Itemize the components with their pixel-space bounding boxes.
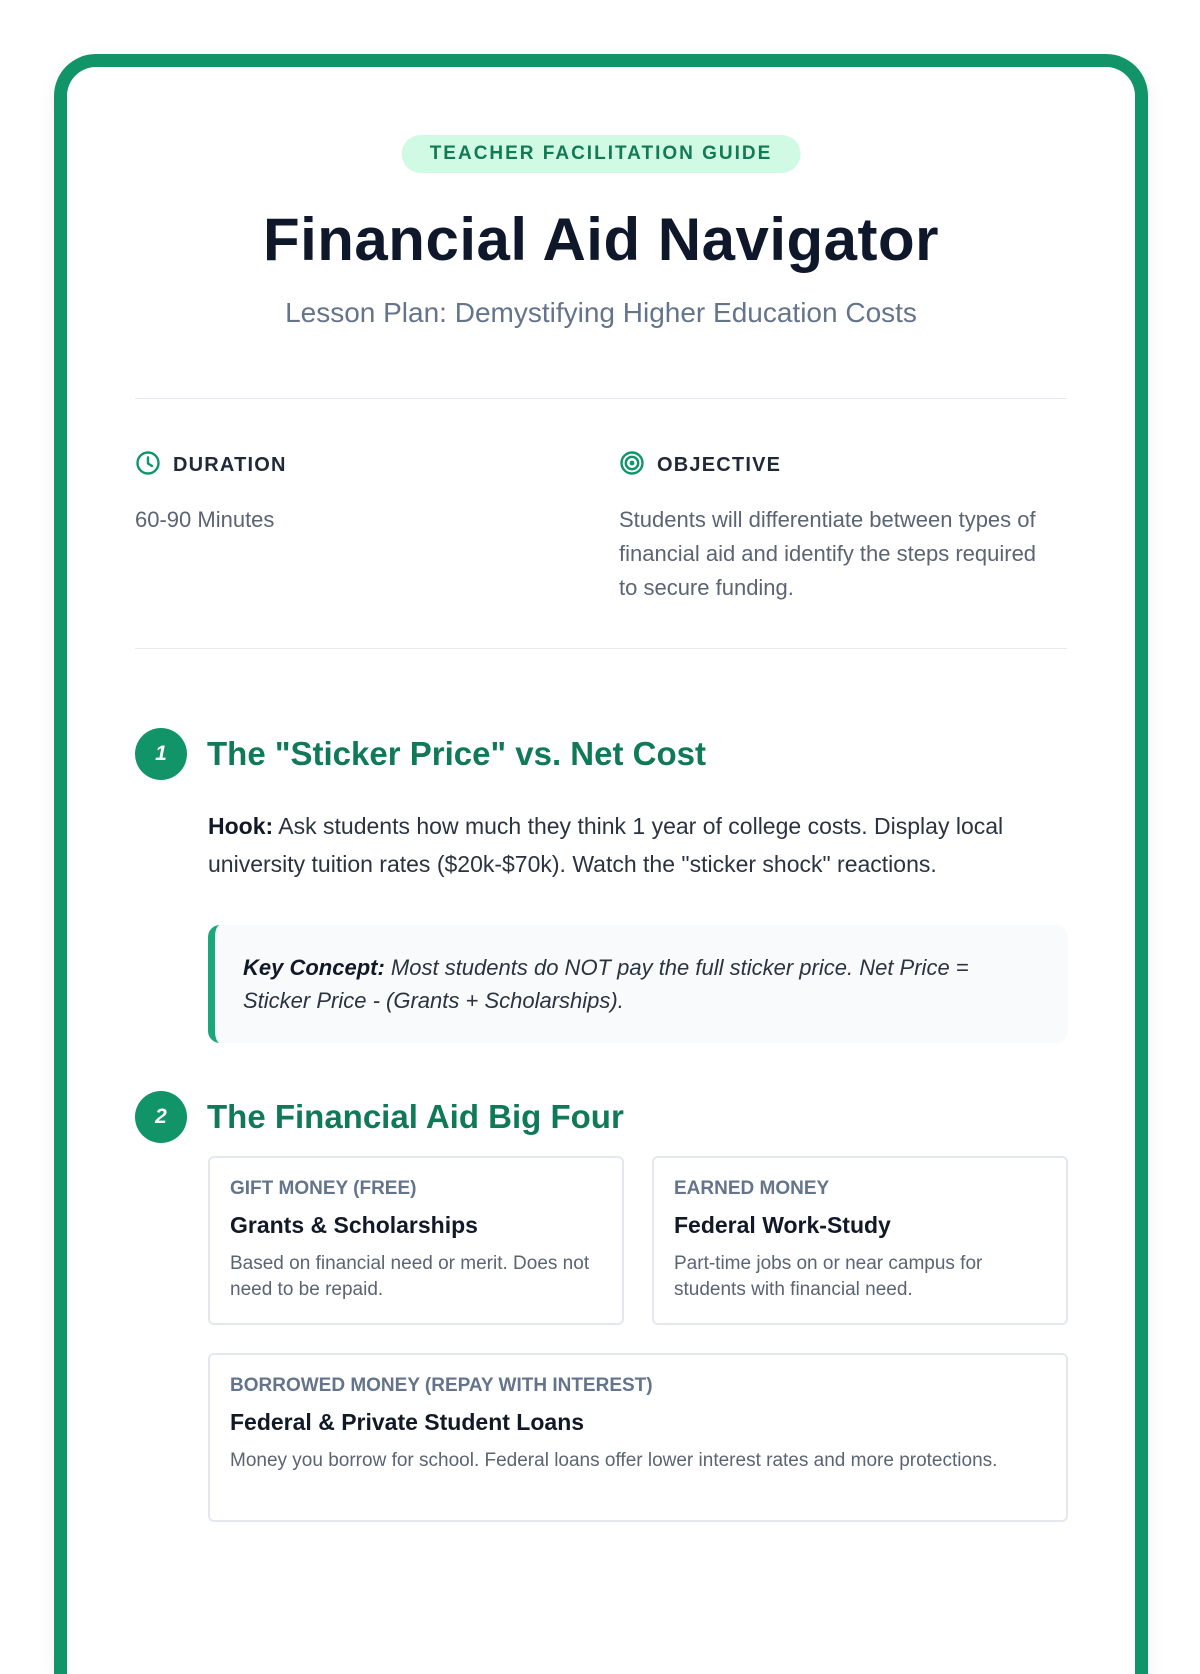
hook-paragraph	[208, 807, 1068, 883]
aid-card-grants	[208, 1156, 624, 1325]
aid-description: Based on financial need or merit. Does not need to be repaid.	[230, 1253, 590, 1300]
section-title: The Financial Aid Big Four	[207, 1098, 624, 1135]
page-title: Financial Aid Navigator	[262, 206, 940, 273]
aid-title: Federal & Private Student Loans	[230, 1409, 585, 1435]
objective-block	[619, 450, 1039, 605]
clock-icon	[135, 450, 161, 481]
section-1-header	[135, 728, 706, 780]
duration-label: DURATION	[173, 454, 287, 476]
guide-badge: TEACHER FACILITATION GUIDE	[402, 135, 801, 173]
aid-category: GIFT MONEY (FREE)	[230, 1178, 417, 1199]
section-number-badge: 1	[135, 728, 187, 780]
hook-text: Ask students how much they think 1 year of college costs. Display local university tuition rates ($20k-$70k). Watch the "sticker shock" reactions.	[208, 813, 1004, 877]
aid-category: BORROWED MONEY (REPAY WITH INTEREST)	[230, 1375, 653, 1396]
section-title: The "Sticker Price" vs. Net Cost	[207, 735, 706, 772]
lesson-card	[54, 54, 1148, 1674]
aid-description: Money you borrow for school. Federal loans offer lower interest rates and more protections.	[230, 1450, 998, 1471]
section-number-badge: 2	[135, 1091, 187, 1143]
concept-label: Key Concept:	[243, 955, 385, 980]
key-concept-callout	[208, 925, 1068, 1043]
aid-category: EARNED MONEY	[674, 1178, 830, 1199]
aid-card-work-study	[652, 1156, 1068, 1325]
aid-title: Grants & Scholarships	[230, 1212, 478, 1238]
duration-block	[135, 450, 575, 537]
aid-title: Federal Work-Study	[674, 1212, 891, 1238]
target-icon	[619, 450, 645, 481]
page-subtitle: Lesson Plan: Demystifying Higher Education Costs	[285, 297, 917, 328]
section-2-header	[135, 1091, 624, 1143]
divider	[135, 648, 1067, 649]
aid-card-loans	[208, 1353, 1068, 1522]
concept-text: Most students do NOT pay the full sticker price. Net Price = Sticker Price - (Grants + Scholarships).	[243, 955, 969, 1013]
objective-label: OBJECTIVE	[657, 454, 782, 476]
aid-description: Part-time jobs on or near campus for students with financial need.	[674, 1253, 983, 1300]
divider	[135, 398, 1067, 399]
hook-label: Hook:	[208, 813, 274, 839]
duration-value: 60-90 Minutes	[135, 507, 275, 532]
objective-text: Students will differentiate between types of financial aid and identify the steps required to secure funding.	[619, 507, 1037, 600]
